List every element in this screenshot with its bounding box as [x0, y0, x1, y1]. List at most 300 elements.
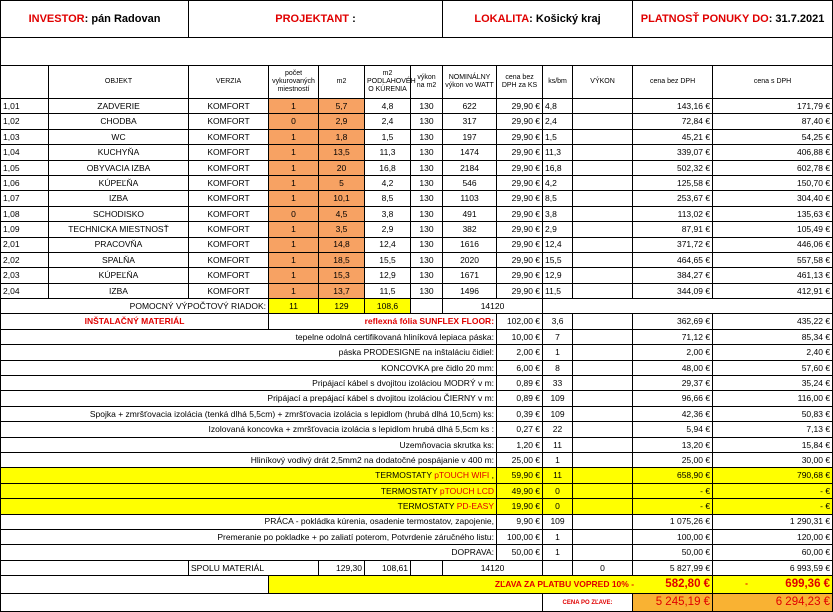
room-power-m2: 130: [411, 252, 443, 267]
material-desc: Pripájací a prepájací kábel s dvojitou izoláciou ČIERNY v m:: [1, 391, 497, 406]
blank-cell: [1, 38, 833, 66]
material-desc: Uzemňovacia skrutka ks:: [1, 437, 497, 452]
room-name: ZADVERIE: [49, 99, 189, 114]
room-power-m2: 130: [411, 237, 443, 252]
material-price: 0,89 €: [497, 391, 543, 406]
helper-m2-floor: 108,6: [365, 299, 411, 314]
helper-row: [1, 299, 833, 314]
thermostat-vykon: [573, 468, 633, 483]
material-total: 25,00 €: [633, 452, 713, 467]
room-total-vat: 54,25 €: [713, 129, 833, 144]
blank-row: [1, 38, 833, 66]
room-total-vat: 150,70 €: [713, 175, 833, 190]
discount-vat-cell: [713, 576, 833, 594]
room-total: 344,09 €: [633, 283, 713, 298]
room-unit-price: 29,90 €: [497, 252, 543, 267]
work-total-vat: 120,00 €: [713, 529, 833, 544]
room-unit-price: 29,90 €: [497, 268, 543, 283]
material-total-vat: 2,40 €: [713, 345, 833, 360]
room-watt: 1496: [443, 283, 497, 298]
room-vykon: [573, 191, 633, 206]
discount-total: 582,80 €: [665, 577, 711, 590]
helper-count: 11: [269, 299, 319, 314]
room-total: 87,91 €: [633, 222, 713, 237]
room-version: KOMFORT: [189, 175, 269, 190]
material-row: [1, 376, 833, 391]
room-power-m2: 130: [411, 191, 443, 206]
room-version: KOMFORT: [189, 191, 269, 206]
room-qty: 16,8: [543, 160, 573, 175]
material-row: [1, 329, 833, 344]
material-desc: tepelne odolná certifikovaná hliníková lepiaca páska:: [1, 329, 497, 344]
thermostat-row: [1, 468, 833, 483]
room-row: [1, 237, 833, 252]
room-row: [1, 145, 833, 160]
thermostat-total: 658,90 €: [633, 468, 713, 483]
column-header-row: [1, 66, 833, 99]
work-vykon: [573, 545, 633, 560]
room-m2-floor: 3,8: [365, 206, 411, 221]
col-header: cena bez DPH za KS: [497, 66, 543, 99]
thermostat-row: [1, 499, 833, 514]
col-header: výkon na m2: [411, 66, 443, 99]
col-header: cena s DPH: [713, 66, 833, 99]
material-price: 25,00 €: [497, 452, 543, 467]
helper-label: POMOCNÝ VÝPOČTOVÝ RIADOK:: [1, 299, 269, 314]
room-total: 339,07 €: [633, 145, 713, 160]
material-vykon: [573, 422, 633, 437]
room-qty: 4,8: [543, 99, 573, 114]
helper-watt: 14120: [443, 299, 543, 314]
room-power-m2: 130: [411, 206, 443, 221]
discount-dash: -: [631, 578, 635, 589]
room-count: 1: [269, 252, 319, 267]
helper-m2: 129: [319, 299, 365, 314]
room-watt: 2184: [443, 160, 497, 175]
room-total: 464,65 €: [633, 252, 713, 267]
material-vykon: [573, 452, 633, 467]
room-row: [1, 129, 833, 144]
material-total-vat: 85,34 €: [713, 329, 833, 344]
thermostat-total-vat: 790,68 €: [713, 468, 833, 483]
summary-watt: 14120: [443, 560, 543, 575]
material-qty: 8: [543, 360, 573, 375]
room-m2: 10,1: [319, 191, 365, 206]
room-name: TECHNICKA MIESTNOSŤ: [49, 222, 189, 237]
room-m2: 15,3: [319, 268, 365, 283]
platnost-cell: [633, 1, 833, 38]
material-total-vat: 57,60 €: [713, 360, 833, 375]
room-name: SCHODISKO: [49, 206, 189, 221]
material-price: 102,00 €: [497, 314, 543, 329]
thermostat-qty: 11: [543, 468, 573, 483]
work-vykon: [573, 514, 633, 529]
room-number: 2,02: [1, 252, 49, 267]
room-power-m2: 130: [411, 175, 443, 190]
room-watt: 317: [443, 114, 497, 129]
work-desc: DOPRAVA:: [1, 545, 497, 560]
room-watt: 2020: [443, 252, 497, 267]
material-vykon: [573, 360, 633, 375]
material-qty: 7: [543, 329, 573, 344]
helper-empty: [543, 299, 833, 314]
room-name: SPALŇA: [49, 252, 189, 267]
room-total-vat: 557,58 €: [713, 252, 833, 267]
work-price: 9,90 €: [497, 514, 543, 529]
room-total: 125,58 €: [633, 175, 713, 190]
room-count: 1: [269, 191, 319, 206]
room-name: OBYVACIA IZBA: [49, 160, 189, 175]
material-qty: 109: [543, 391, 573, 406]
material-total: 13,20 €: [633, 437, 713, 452]
room-watt: 1616: [443, 237, 497, 252]
material-row: [1, 391, 833, 406]
room-number: 1,09: [1, 222, 49, 237]
thermostat-vykon: [573, 499, 633, 514]
room-total: 72,84 €: [633, 114, 713, 129]
room-number: 1,03: [1, 129, 49, 144]
room-power-m2: 130: [411, 145, 443, 160]
room-count: 0: [269, 114, 319, 129]
work-desc: PRÁCA - pokládka kúrenia, osadenie termostatov, zapojenie,: [1, 514, 497, 529]
col-header: cena bez DPH: [633, 66, 713, 99]
room-unit-price: 29,90 €: [497, 175, 543, 190]
col-header: m2: [319, 66, 365, 99]
room-number: 2,04: [1, 283, 49, 298]
room-total-vat: 135,63 €: [713, 206, 833, 221]
room-unit-price: 29,90 €: [497, 237, 543, 252]
col-header: VÝKON: [573, 66, 633, 99]
material-vykon: [573, 406, 633, 421]
room-name: KÚPEĽŇA: [49, 268, 189, 283]
thermostat-price: 59,90 €: [497, 468, 543, 483]
work-row: [1, 545, 833, 560]
room-total-vat: 105,49 €: [713, 222, 833, 237]
material-price: 0,89 €: [497, 376, 543, 391]
room-number: 1,06: [1, 175, 49, 190]
room-total-vat: 446,06 €: [713, 237, 833, 252]
room-version: KOMFORT: [189, 114, 269, 129]
summary-m2-floor: 108,61: [365, 560, 411, 575]
summary-total: 5 827,99 €: [633, 560, 713, 575]
room-number: 2,01: [1, 237, 49, 252]
room-name: IZBA: [49, 191, 189, 206]
room-count: 1: [269, 160, 319, 175]
thermostat-qty: 0: [543, 483, 573, 498]
room-unit-price: 29,90 €: [497, 129, 543, 144]
material-price: 0,27 €: [497, 422, 543, 437]
platnost-value: : 31.7.2021: [768, 12, 825, 25]
lokalita-value: : Košický kraj: [529, 12, 601, 25]
col-header-number: [1, 66, 49, 99]
room-qty: 12,4: [543, 237, 573, 252]
room-unit-price: 29,90 €: [497, 160, 543, 175]
material-total: 5,94 €: [633, 422, 713, 437]
room-qty: 12,9: [543, 268, 573, 283]
final-total-vat: 6 294,23 €: [713, 594, 833, 612]
room-vykon: [573, 237, 633, 252]
platnost-label: PLATNOSŤ PONUKY DO: [640, 12, 769, 25]
room-version: KOMFORT: [189, 206, 269, 221]
material-total: 2,00 €: [633, 345, 713, 360]
room-version: KOMFORT: [189, 145, 269, 160]
room-m2-floor: 11,5: [365, 283, 411, 298]
work-total: 1 075,26 €: [633, 514, 713, 529]
room-unit-price: 29,90 €: [497, 206, 543, 221]
room-unit-price: 29,90 €: [497, 191, 543, 206]
room-count: 1: [269, 268, 319, 283]
room-row: [1, 114, 833, 129]
material-vykon: [573, 391, 633, 406]
material-vykon: [573, 314, 633, 329]
room-m2-floor: 8,5: [365, 191, 411, 206]
room-number: 1,05: [1, 160, 49, 175]
work-row: [1, 514, 833, 529]
material-total-vat: 7,13 €: [713, 422, 833, 437]
thermostat-total: - €: [633, 483, 713, 498]
material-total-vat: 116,00 €: [713, 391, 833, 406]
material-total-vat: 35,24 €: [713, 376, 833, 391]
room-count: 1: [269, 175, 319, 190]
room-qty: 2,9: [543, 222, 573, 237]
room-version: KOMFORT: [189, 252, 269, 267]
material-total: 71,12 €: [633, 329, 713, 344]
room-row: [1, 160, 833, 175]
room-m2: 1,8: [319, 129, 365, 144]
final-label: CENA PO ZĽAVE:: [543, 594, 633, 612]
room-vykon: [573, 222, 633, 237]
work-total-vat: 60,00 €: [713, 545, 833, 560]
room-unit-price: 29,90 €: [497, 99, 543, 114]
room-total: 502,32 €: [633, 160, 713, 175]
room-qty: 4,2: [543, 175, 573, 190]
room-name: PRACOVŇA: [49, 237, 189, 252]
material-price: 1,20 €: [497, 437, 543, 452]
thermostat-model: pTOUCH LCD: [439, 485, 495, 496]
room-count: 1: [269, 99, 319, 114]
helper-empty: [411, 299, 443, 314]
material-vykon: [573, 437, 633, 452]
room-row: [1, 99, 833, 114]
room-version: KOMFORT: [189, 160, 269, 175]
room-number: 1,02: [1, 114, 49, 129]
room-number: 1,04: [1, 145, 49, 160]
projektant-cell: [189, 1, 443, 38]
work-total: 50,00 €: [633, 545, 713, 560]
material-total: 29,37 €: [633, 376, 713, 391]
thermostat-prefix: TERMOSTATY: [397, 501, 457, 512]
col-header: počet vykurovaných miestností: [269, 66, 319, 99]
room-total: 143,16 €: [633, 99, 713, 114]
projektant-value: :: [349, 12, 356, 25]
material-desc: Izolovaná koncovka + zmršťovacia izolácia s lepidlom hrubá dlhá 5,5cm ks :: [1, 422, 497, 437]
room-m2-floor: 4,8: [365, 99, 411, 114]
room-total-vat: 171,79 €: [713, 99, 833, 114]
work-desc: Premeranie po pokladke + po zaliatí poterom, Potvrdenie záručného listu:: [1, 529, 497, 544]
material-qty: 22: [543, 422, 573, 437]
work-qty: 1: [543, 529, 573, 544]
room-total: 371,72 €: [633, 237, 713, 252]
room-total-vat: 412,91 €: [713, 283, 833, 298]
room-name: KUCHYŇA: [49, 145, 189, 160]
thermostat-desc: [1, 499, 497, 514]
material-desc: reflexná fólia SUNFLEX FLOOR:: [269, 314, 497, 329]
room-total-vat: 87,40 €: [713, 114, 833, 129]
room-vykon: [573, 114, 633, 129]
room-watt: 197: [443, 129, 497, 144]
material-total: 96,66 €: [633, 391, 713, 406]
room-power-m2: 130: [411, 222, 443, 237]
room-vykon: [573, 129, 633, 144]
summary-label: SPOLU MATERIÁL: [189, 560, 319, 575]
room-m2-floor: 4,2: [365, 175, 411, 190]
material-qty: 1: [543, 345, 573, 360]
material-total: 48,00 €: [633, 360, 713, 375]
discount-row: [1, 576, 833, 594]
final-total: 5 245,19 €: [633, 594, 713, 612]
room-name: WC: [49, 129, 189, 144]
room-row: [1, 191, 833, 206]
summary-vykon: 0: [573, 560, 633, 575]
material-desc: Spojka + zmršťovacia izolácia (tenká dlhá 5,5cm) + zmršťovacia izolácia s lepidlom (hrubá dlhá 10,5cm) ks:: [1, 406, 497, 421]
room-count: 1: [269, 145, 319, 160]
material-total-vat: 30,00 €: [713, 452, 833, 467]
room-version: KOMFORT: [189, 99, 269, 114]
room-version: KOMFORT: [189, 222, 269, 237]
thermostat-total: - €: [633, 499, 713, 514]
material-row: [1, 345, 833, 360]
col-header: VERZIA: [189, 66, 269, 99]
room-number: 1,07: [1, 191, 49, 206]
summary-empty: [1, 560, 189, 575]
summary-m2: 129,30: [319, 560, 365, 575]
work-price: 100,00 €: [497, 529, 543, 544]
lokalita-label: LOKALITA: [474, 12, 530, 25]
work-row: [1, 529, 833, 544]
material-total: 362,69 €: [633, 314, 713, 329]
thermostat-prefix: TERMOSTATY: [375, 470, 435, 481]
room-count: 1: [269, 129, 319, 144]
thermostat-model: pTOUCH WIFI: [434, 470, 490, 481]
summary-total-vat: 6 993,59 €: [713, 560, 833, 575]
material-total: 42,36 €: [633, 406, 713, 421]
room-qty: 15,5: [543, 252, 573, 267]
room-vykon: [573, 252, 633, 267]
room-power-m2: 130: [411, 99, 443, 114]
col-header: OBJEKT: [49, 66, 189, 99]
room-row: [1, 283, 833, 298]
room-qty: 1,5: [543, 129, 573, 144]
material-desc: KONCOVKA pre čidlo 20 mm:: [1, 360, 497, 375]
col-header: ks/bm: [543, 66, 573, 99]
thermostat-total-vat: - €: [713, 483, 833, 498]
room-total-vat: 602,78 €: [713, 160, 833, 175]
room-number: 1,01: [1, 99, 49, 114]
room-m2: 13,5: [319, 145, 365, 160]
room-watt: 491: [443, 206, 497, 221]
room-m2: 13,7: [319, 283, 365, 298]
room-row: [1, 175, 833, 190]
material-vykon: [573, 345, 633, 360]
room-name: CHODBA: [49, 114, 189, 129]
room-vykon: [573, 175, 633, 190]
room-total: 45,21 €: [633, 129, 713, 144]
room-m2: 4,5: [319, 206, 365, 221]
thermostat-model: PD-EASY: [456, 501, 495, 512]
material-qty: 109: [543, 406, 573, 421]
room-total-vat: 406,88 €: [713, 145, 833, 160]
room-number: 2,03: [1, 268, 49, 283]
investor-cell: [1, 1, 189, 38]
material-price: 10,00 €: [497, 329, 543, 344]
material-price: 0,39 €: [497, 406, 543, 421]
room-total: 384,27 €: [633, 268, 713, 283]
room-m2: 5: [319, 175, 365, 190]
discount-label: ZĽAVA ZA PLATBU VOPRED 10%: [494, 578, 629, 589]
room-count: 1: [269, 283, 319, 298]
material-vykon: [573, 376, 633, 391]
room-watt: 382: [443, 222, 497, 237]
room-name: IZBA: [49, 283, 189, 298]
room-m2: 18,5: [319, 252, 365, 267]
room-m2: 3,5: [319, 222, 365, 237]
room-m2-floor: 16,8: [365, 160, 411, 175]
thermostat-qty: 0: [543, 499, 573, 514]
room-row: [1, 222, 833, 237]
investor-label: INVESTOR: [28, 12, 85, 25]
room-count: 1: [269, 237, 319, 252]
room-unit-price: 29,90 €: [497, 145, 543, 160]
col-header: m2 PODLAHOVÉH O KÚRENIA: [365, 66, 411, 99]
summary-row: [1, 560, 833, 575]
lokalita-cell: [443, 1, 633, 38]
material-qty: 11: [543, 437, 573, 452]
room-number: 1,08: [1, 206, 49, 221]
room-qty: 3,8: [543, 206, 573, 221]
thermostat-prefix: TERMOSTATY: [380, 485, 440, 496]
work-qty: 1: [543, 545, 573, 560]
material-row: [1, 360, 833, 375]
room-m2-floor: 2,9: [365, 222, 411, 237]
material-desc: Pripájací kábel s dvojitou izoláciou MODRÝ v m:: [1, 376, 497, 391]
projektant-label: PROJEKTANT: [275, 12, 350, 25]
room-count: 1: [269, 222, 319, 237]
material-qty: 33: [543, 376, 573, 391]
header-row: [1, 1, 833, 38]
thermostat-total-vat: - €: [713, 499, 833, 514]
work-total-vat: 1 290,31 €: [713, 514, 833, 529]
room-row: [1, 252, 833, 267]
work-qty: 109: [543, 514, 573, 529]
discount-empty: [1, 576, 269, 594]
room-total: 113,02 €: [633, 206, 713, 221]
room-total-vat: 461,13 €: [713, 268, 833, 283]
material-total-vat: 50,83 €: [713, 406, 833, 421]
discount-cell: [269, 576, 713, 594]
material-desc: Hliníkový vodivý drát 2,5mm2 na dodatočné pospájanie v 400 m:: [1, 452, 497, 467]
discount-dash: -: [745, 577, 748, 588]
room-m2-floor: 15,5: [365, 252, 411, 267]
room-version: KOMFORT: [189, 268, 269, 283]
room-watt: 1103: [443, 191, 497, 206]
final-row: [1, 594, 833, 612]
room-row: [1, 206, 833, 221]
room-watt: 546: [443, 175, 497, 190]
room-power-m2: 130: [411, 283, 443, 298]
material-desc: páska PRODESIGNE na inštaláciu čidiel:: [1, 345, 497, 360]
room-power-m2: 130: [411, 160, 443, 175]
room-qty: 2,4: [543, 114, 573, 129]
